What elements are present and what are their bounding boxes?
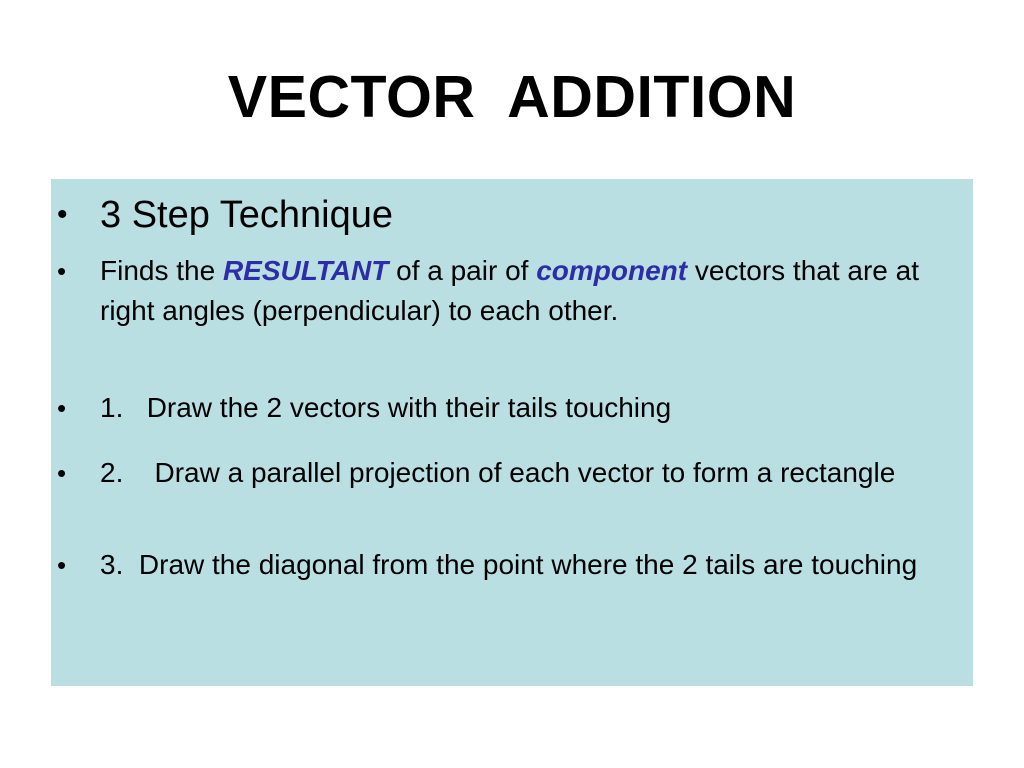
bullet-text	[100, 251, 970, 331]
bullet-text-part: of a pair of	[388, 255, 537, 286]
bullet-text: 1. Draw the 2 vectors with their tails touching	[100, 392, 672, 423]
resultant-term: RESULTANT	[222, 255, 389, 286]
component-term: component	[536, 255, 688, 286]
bullet-text-part: Finds the	[100, 255, 223, 286]
content-box	[51, 179, 973, 686]
bullet-marker: •	[57, 393, 67, 423]
bullet-marker: •	[57, 256, 67, 286]
bullet-text: 3 Step Technique	[100, 194, 393, 236]
bullet-text: 3. Draw the diagonal from the point where the 2 tails are touching	[100, 549, 918, 580]
bullet-text-part: vectors that are at right angles (perpendicular) to each other.	[100, 255, 927, 326]
bullet-marker: •	[57, 550, 67, 580]
bullet-marker: •	[57, 458, 67, 488]
slide-title: VECTOR ADDITION	[227, 64, 797, 130]
bullet-marker: •	[57, 198, 68, 231]
bullet-text: 2. Draw a parallel projection of each vector to form a rectangle	[100, 457, 896, 488]
